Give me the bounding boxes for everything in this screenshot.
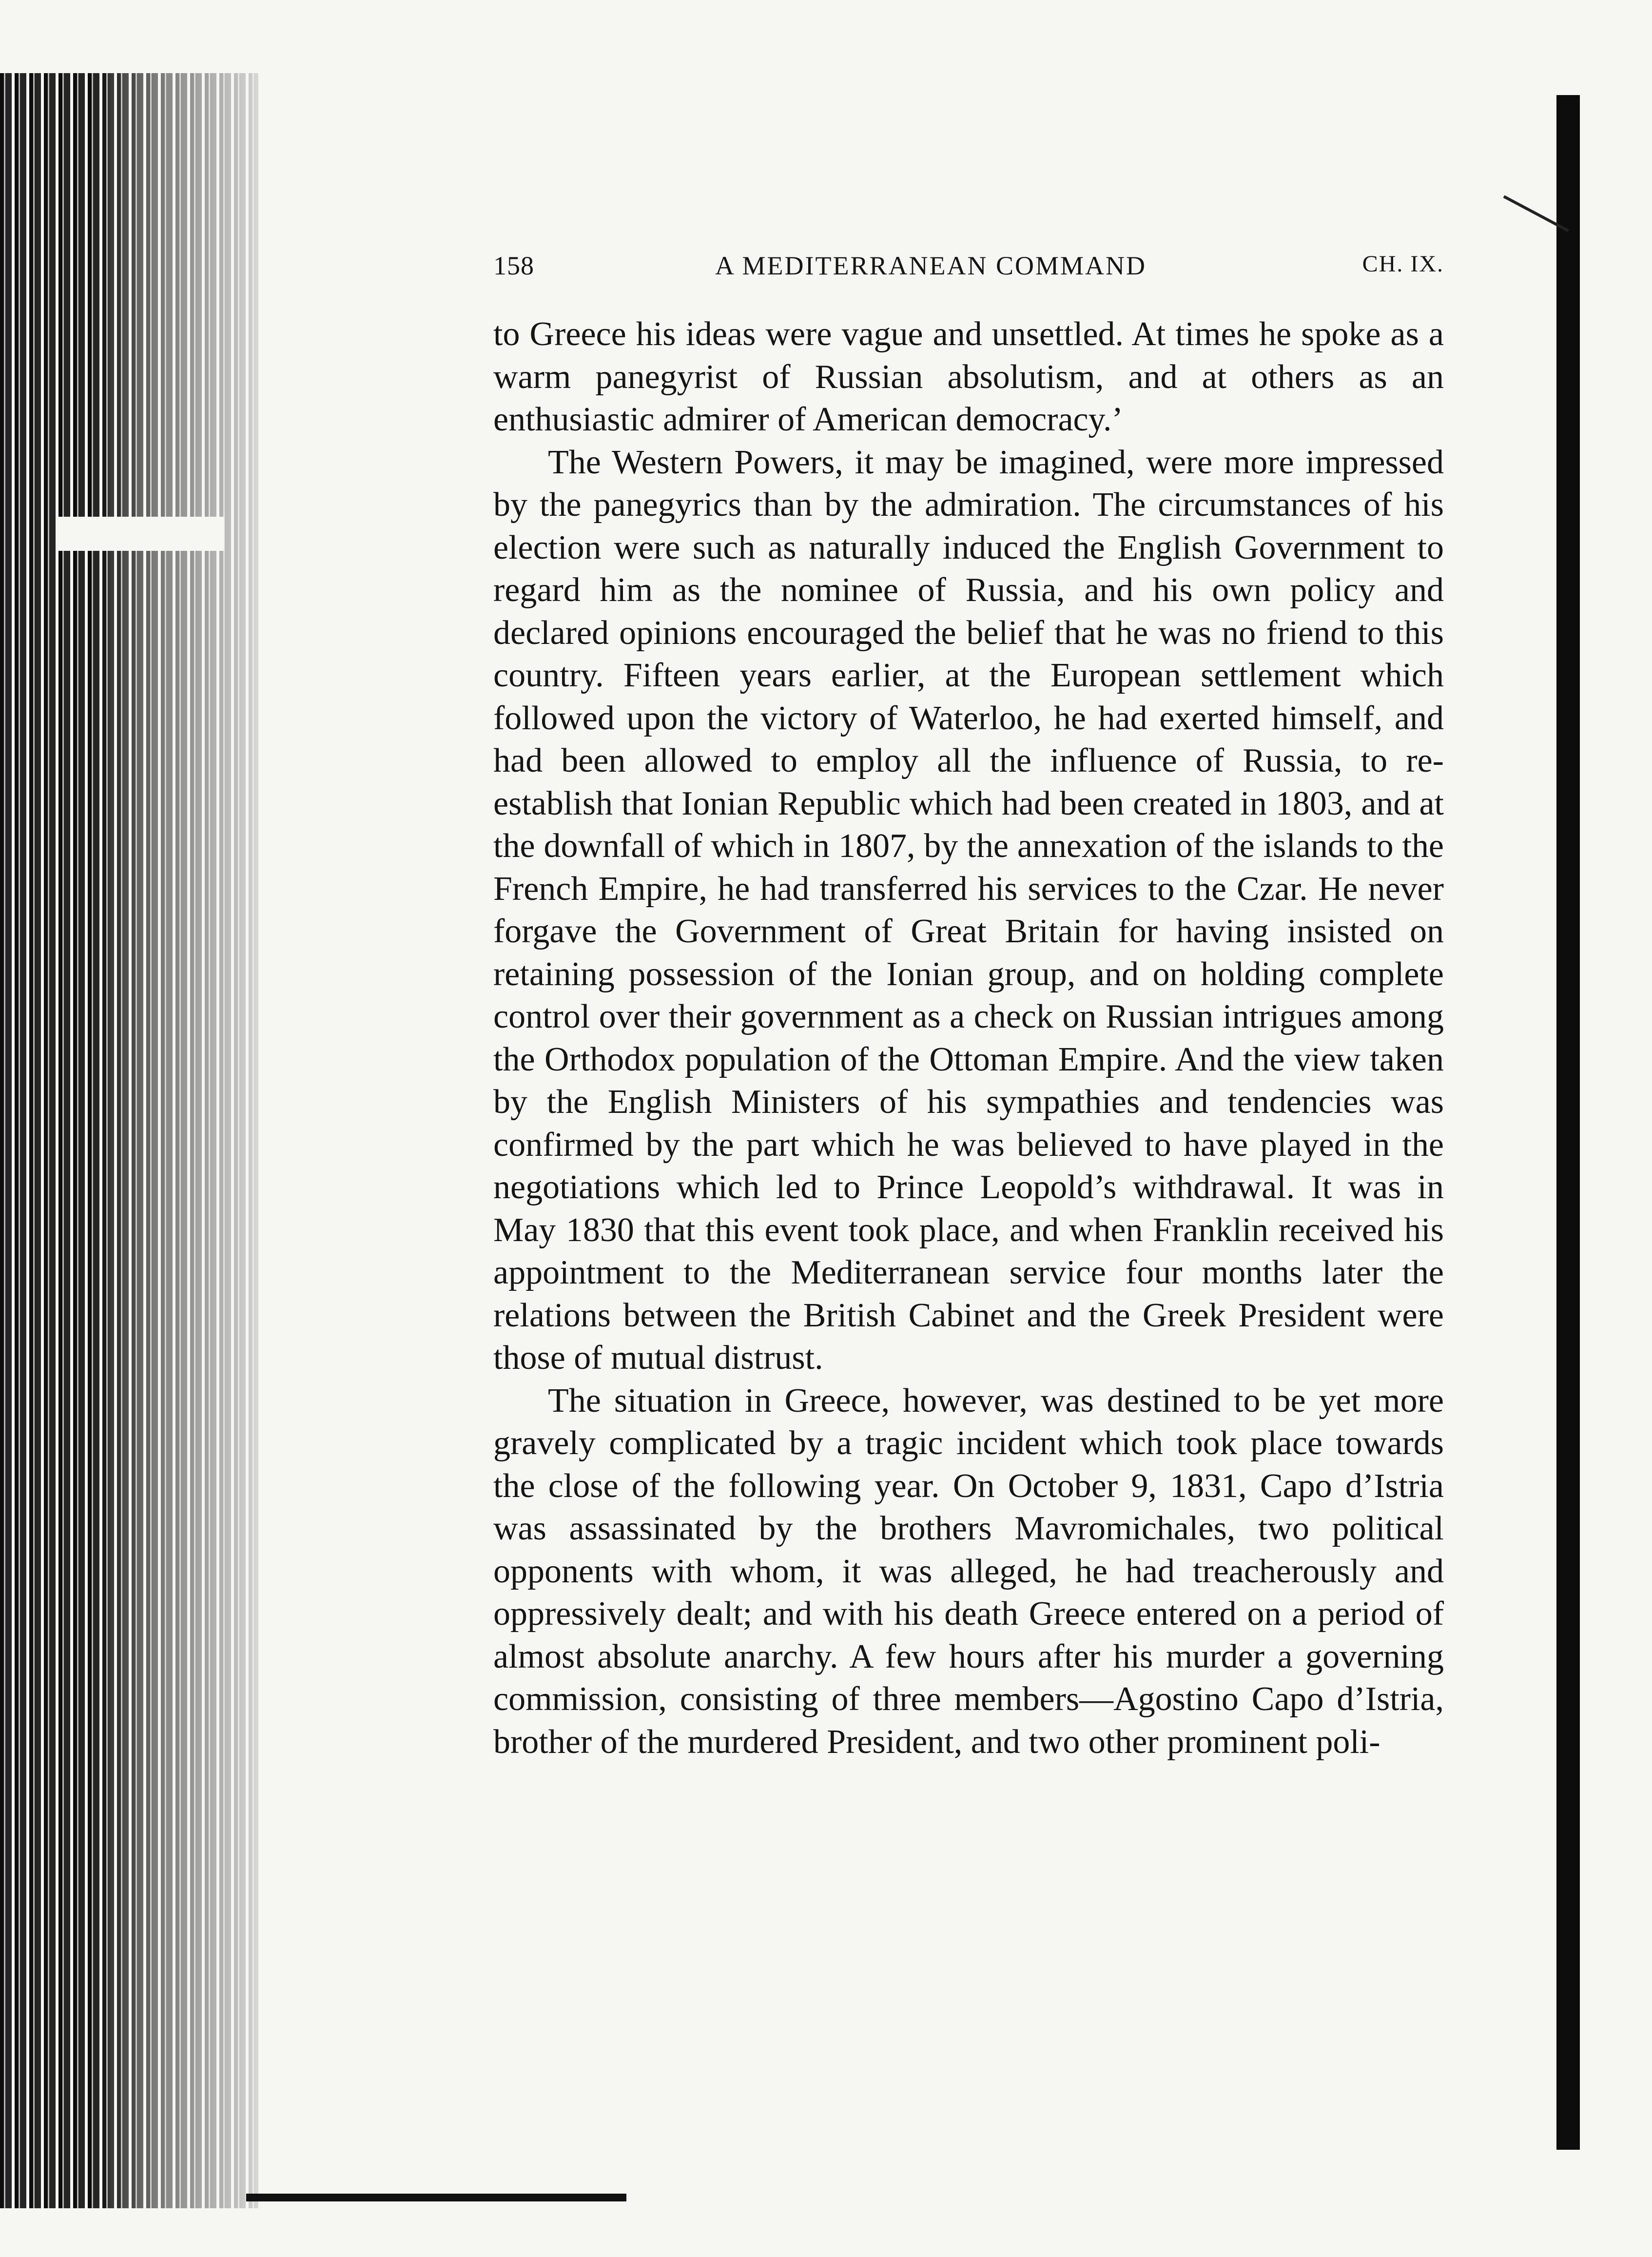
page-body bbox=[493, 313, 1444, 1763]
scan-artifact bbox=[58, 517, 224, 551]
scanned-binding-edge bbox=[0, 73, 258, 2208]
chapter-reference: CH. IX. bbox=[1362, 251, 1444, 277]
running-title: A MEDITERRANEAN COMMAND bbox=[715, 251, 1147, 280]
page-number: 158 bbox=[493, 251, 534, 280]
scan-artifact bbox=[246, 2194, 626, 2201]
paragraph: The situation in Greece, however, was destined to be yet more gravely complicated by a tragic incident which took place towards the close of the following year. On October 9, 1831, Capo d’Istria was assassinated by the brothers Mavromichales, two political opponents with whom, it was alleged, he had treacherously and oppressively dealt; and with his death Greece entered on a period of almost absolute anarchy. A few hours after his murder a governing commission, consisting of three members—Agostino Capo d’Istria, brother of the murdered President, and two other prominent poli- bbox=[493, 1381, 1444, 1761]
paragraph: to Greece his ideas were vague and unsettled. At times he spoke as a warm panegyrist of Russian absolutism, and at others as an enthusiastic admirer of American democracy.’ bbox=[493, 315, 1444, 438]
paragraph: The Western Powers, it may be imagined, were more impressed by the panegyrics than by the admiration. The circumstances of his election were such as naturally induced the English Government to regard him as the nominee of Russia, and his own policy and declared opinions encouraged the belief that he was no friend to this country. Fifteen years earlier, at the European settlement which followed upon the victory of Waterloo, he had exerted himself, and had been allowed to employ all the influence of Russia, to re-establish that Ionian Republic which had been created in 1803, and at the downfall of which in 1807, by the annexation of the islands to the French Empire, he had transferred his services to the Czar. He never forgave the Government of Great Britain for having insisted on retaining possession of the Ionian group, and on holding complete control over their government as a check on Russian intrigues among the Orthodox population of the Ottoman Empire. And the view taken by the English Ministers of his sympathies and tendencies was confirmed by the part which he was believed to have played in the negotiations which led to Prince Leopold’s withdrawal. It was in May 1830 that this event took place, and when Franklin received his appointment to the Mediterranean service four months later the relations between the British Cabinet and the Greek President were those of mutual distrust. bbox=[493, 443, 1444, 1377]
scanned-page-edge bbox=[1556, 95, 1580, 2150]
running-header bbox=[493, 251, 1444, 285]
